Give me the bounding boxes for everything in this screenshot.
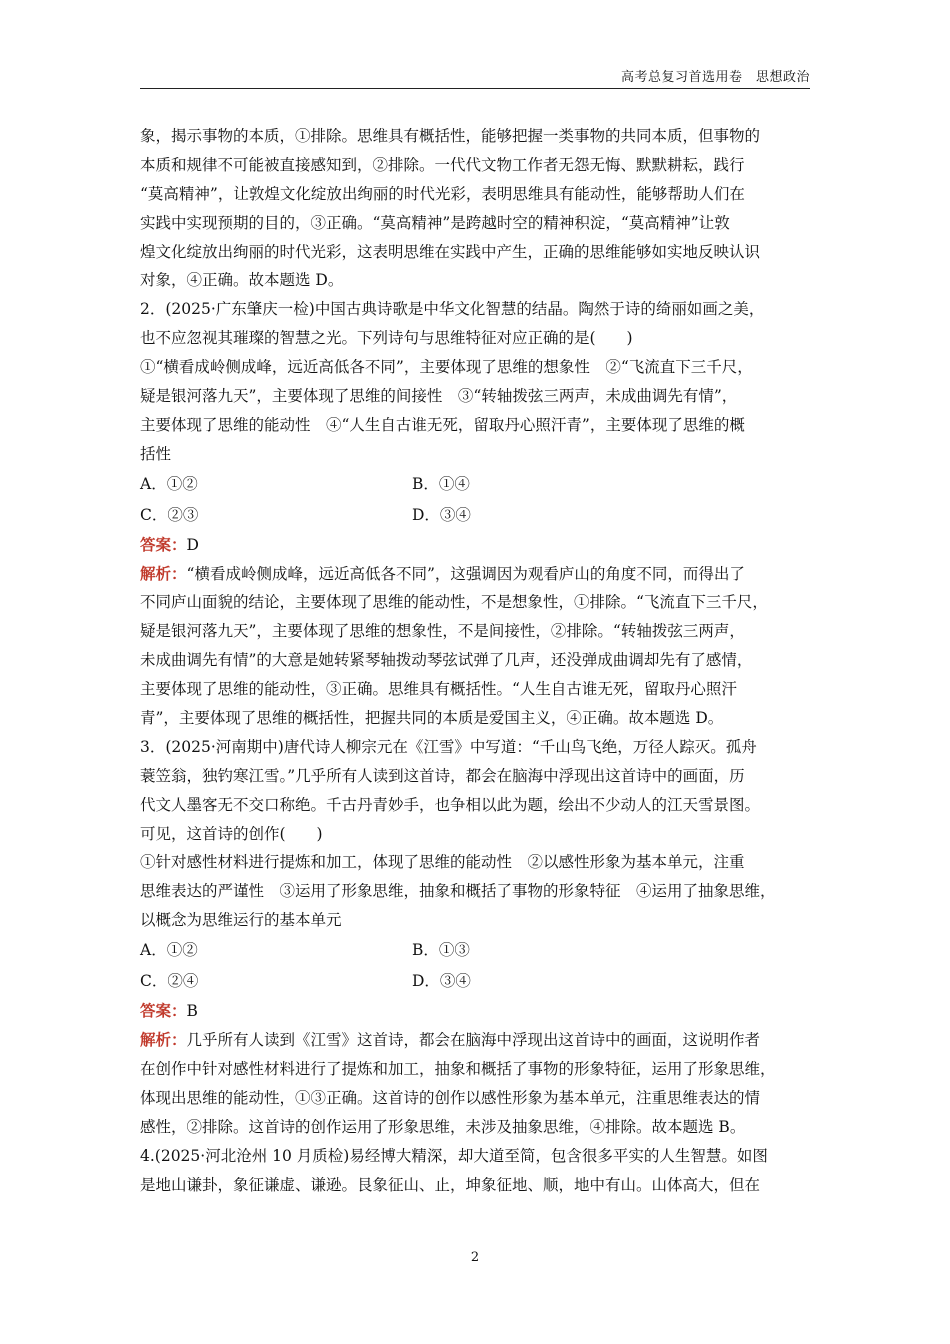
question-stem: 代文人墨客无不交口称绝。千古丹青妙手，也争相以此为题，绘出不少动人的江天雪景图。 — [140, 795, 761, 814]
question-4 — [140, 1142, 812, 1200]
answer-value: B — [186, 1002, 198, 1021]
question-2 — [140, 295, 812, 733]
statement-line: ①针对感性材料进行提炼和加工，体现了思维的能动性 ②以感性形象为基本单元，注重 — [140, 853, 745, 872]
page-number: 2 — [470, 1250, 480, 1265]
options-row — [140, 935, 812, 966]
answer-label: 答案： — [140, 534, 187, 554]
text-line: 对象，④正确。故本题选 D。 — [140, 271, 344, 290]
analysis-line: 未成曲调先有情”的大意是她转紧琴轴拨动琴弦试弹了几声，还没弹成曲调却先有了感情， — [140, 651, 753, 670]
options-row — [140, 500, 812, 531]
answer-label: 答案： — [140, 1001, 187, 1021]
answer-line — [140, 531, 812, 560]
options-row — [140, 469, 812, 500]
analysis-line: 不同庐山面貌的结论，主要体现了思维的能动性，不是想象性，①排除。“飞流直下三千尺， — [140, 593, 768, 612]
text-line: 象，揭示事物的本质，①排除。思维具有概括性，能够把握一类事物的共同本质，但事物的 — [140, 127, 761, 145]
question-stem: 也不应忽视其璀璨的智慧之光。下列诗句与思维特征对应正确的是( ) — [140, 329, 633, 348]
document-body — [140, 122, 812, 1199]
question-stem: 是地山谦卦，象征谦虚、谦逊。艮象征山、止，坤象征地、顺，地中有山。山体高大，但在 — [140, 1175, 761, 1194]
option-d: D．③④ — [412, 972, 471, 991]
question-stem: 蓑笠翁，独钓寒江雪。”几乎所有人读到这首诗，都会在脑海中浮现出这首诗中的画面，历 — [140, 766, 745, 785]
analysis-line: 体现出思维的能动性，①③正确。这首诗的创作以感性形象为基本单元，注重思维表达的情 — [140, 1088, 761, 1107]
page-header — [140, 64, 810, 89]
analysis-line: 主要体现了思维的能动性，③正确。思维具有概括性。“人生自古谁无死，留取丹心照汗 — [140, 680, 737, 699]
analysis-line: 在创作中针对感性材料进行了提炼和加工，抽象和概括了事物的形象特征，运用了形象思维， — [140, 1059, 776, 1078]
question-stem: 2．(2025·广东肇庆一检)中国古典诗歌是中华文化智慧的结晶。陶然于诗的绮丽如画之美， — [140, 300, 765, 319]
option-a: A．①② — [140, 941, 198, 960]
options-row — [140, 966, 812, 997]
text-line: 实践中实现预期的目的，③正确。“莫高精神”是跨越时空的精神积淀，“莫高精神”让敦 — [140, 213, 730, 232]
analysis-line: 疑是银河落九天”，主要体现了思维的想象性，不是间接性，②排除。“转轴拨弦三两声， — [140, 622, 745, 641]
analysis-line — [140, 560, 812, 589]
option-c: C．②④ — [140, 972, 199, 991]
question-stem: 3．(2025·河南期中)唐代诗人柳宗元在《江雪》中写道：“千山鸟飞绝，万径人踪灭。孤舟 — [140, 737, 757, 756]
analysis-line: 感性，②排除。这首诗的创作运用了形象思维，未涉及抽象思维，④排除。故本题选 B。 — [140, 1117, 746, 1136]
text-line: 本质和规律不可能被直接感知到，②排除。一代代文物工作者无怨无悔、默默耕耘，践行 — [140, 155, 745, 174]
analysis-label: 解析： — [140, 563, 187, 583]
statement-line: ①“横看成岭侧成峰，远近高低各不同”，主要体现了思维的想象性 ②“飞流直下三千尺， — [140, 358, 753, 377]
continuation-analysis — [140, 122, 812, 295]
text-line: “莫高精神”，让敦煌文化绽放出绚丽的时代光彩，表明思维具有能动性，能够帮助人们在 — [140, 184, 745, 203]
answer-value: D — [186, 535, 199, 554]
statement-line: 括性 — [140, 444, 172, 463]
statement-line: 以概念为思维运行的基本单元 — [140, 911, 342, 930]
text-line: 煌文化绽放出绚丽的时代光彩，这表明思维在实践中产生，正确的思维能够如实地反映认识 — [140, 242, 761, 261]
analysis-label: 解析： — [140, 1030, 187, 1050]
option-d: D．③④ — [412, 505, 471, 524]
question-stem: 4.(2025·河北沧州 10 月质检)易经博大精深，却大道至简，包含很多平实的人生智慧。如图 — [140, 1146, 768, 1165]
statement-line: 思维表达的严谨性 ③运用了形象思维，抽象和概括了事物的形象特征 ④运用了抽象思维， — [140, 882, 776, 901]
option-b: B．①③ — [412, 941, 470, 960]
answer-line — [140, 997, 812, 1026]
analysis-line — [140, 1026, 812, 1055]
option-c: C．②③ — [140, 505, 199, 524]
analysis-line: 青”，主要体现了思维的概括性，把握共同的本质是爱国主义，④正确。故本题选 D。 — [140, 709, 724, 728]
option-b: B．①④ — [412, 474, 470, 493]
analysis-text: 几乎所有人读到《江雪》这首诗，都会在脑海中浮现出这首诗中的画面，这说明作者 — [186, 1031, 761, 1050]
analysis-text: “横看成岭侧成峰，远近高低各不同”，这强调因为观看庐山的角度不同，而得出了 — [186, 564, 745, 583]
statement-line: 主要体现了思维的能动性 ④“人生自古谁无死，留取丹心照汗青”，主要体现了思维的概 — [140, 415, 745, 434]
question-3 — [140, 733, 812, 1142]
statement-line: 疑是银河落九天”，主要体现了思维的间接性 ③“转轴拨弦三两声，未成曲调先有情”， — [140, 387, 738, 406]
header-title: 高考总复习首选用卷 思想政治 — [620, 70, 810, 85]
option-a: A．①② — [140, 474, 198, 493]
question-stem: 可见，这首诗的创作( ) — [140, 824, 323, 843]
